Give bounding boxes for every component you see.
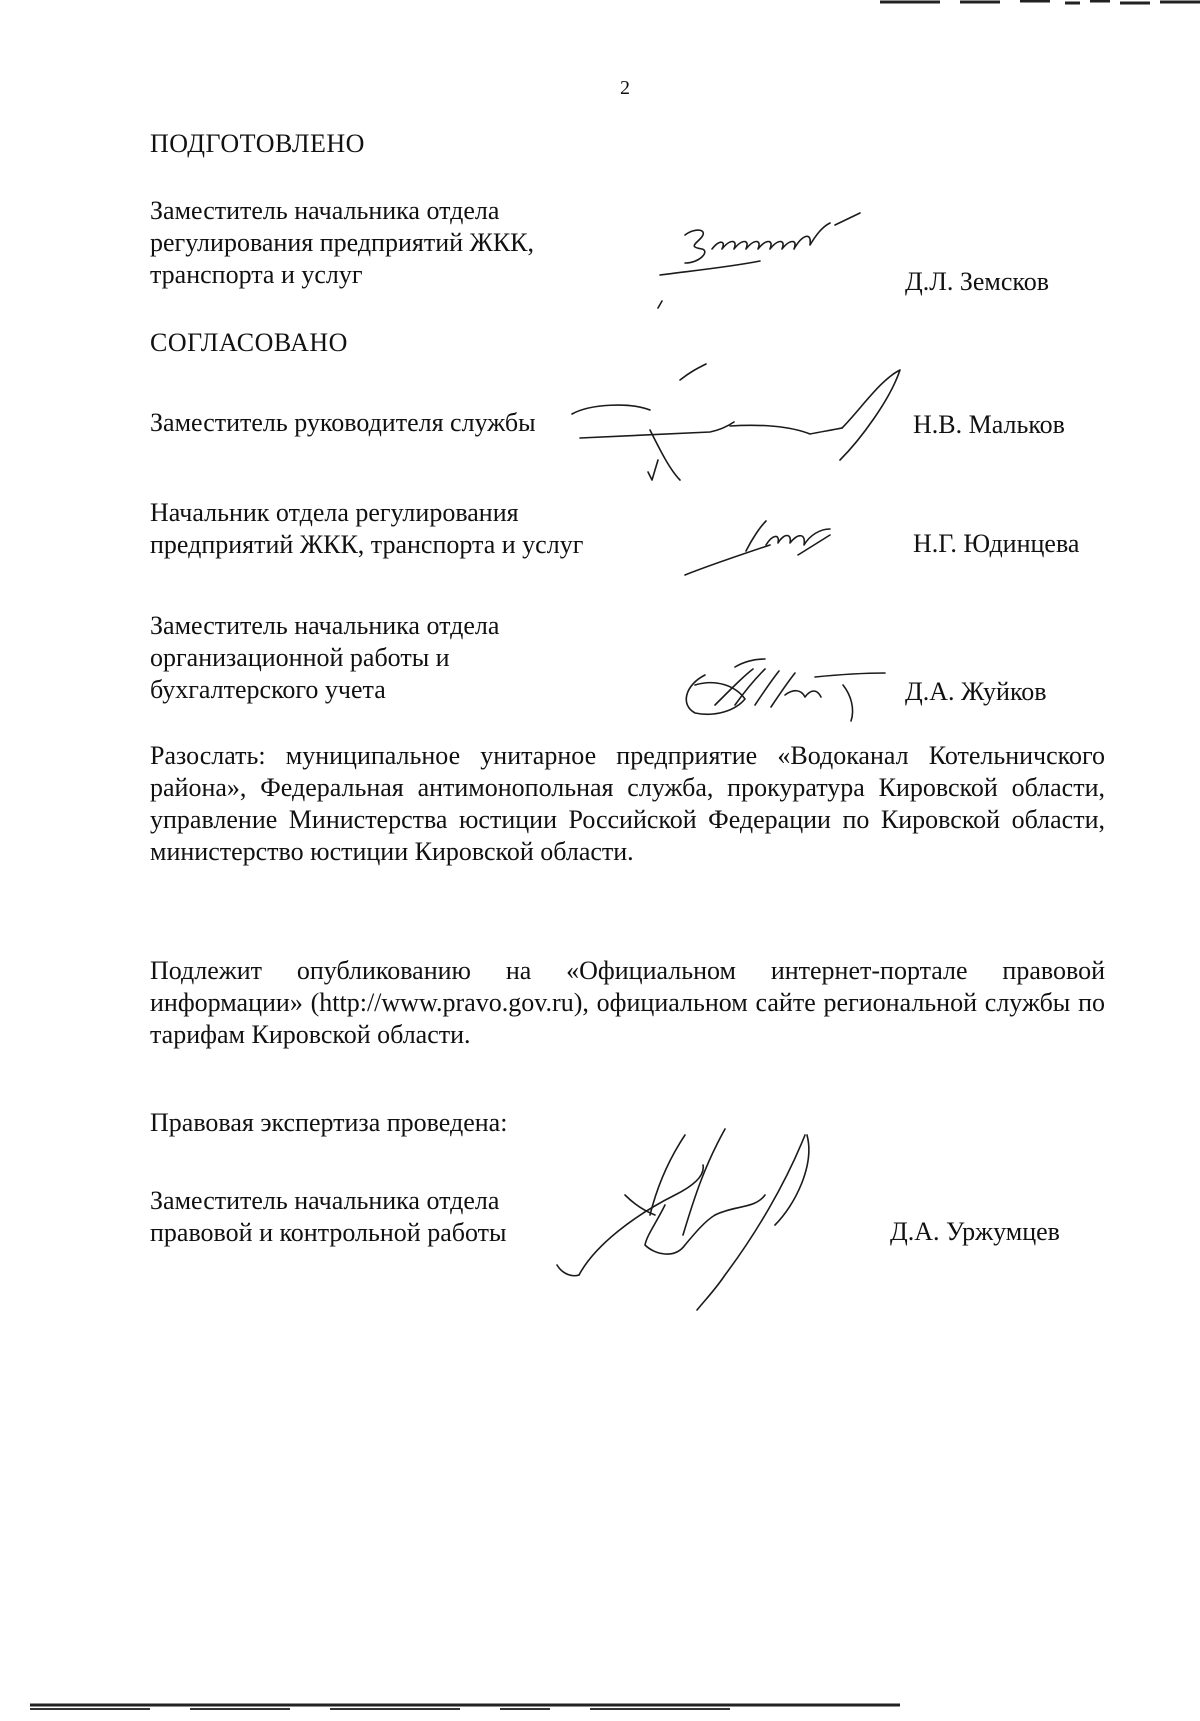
prepared-position <box>150 195 534 291</box>
prepared-position-line: транспорта и услуг <box>150 260 363 289</box>
publication-text: Подлежит опубликованию на «Официальном интернет-портале правовой информации» (http://www.pravo.gov.ru), официальном сайте региональной службы по тарифам Кировской области. <box>150 956 1105 1049</box>
agreed-heading: СОГЛАСОВАНО <box>150 328 348 357</box>
prepared-position-line: Заместитель начальника отдела <box>150 196 500 225</box>
distribution-text: Разослать: муниципальное унитарное предприятие «Водоканал Котельничского района», Федеральная антимонопольная служба, прокуратура Кировской области, управление Министерства юстиции Российской Федерации по Кировской области, министерство юстиции Кировской области. <box>150 741 1105 866</box>
signature-yudintseva <box>680 515 850 585</box>
agreed-signer-position-line: организационной работы и <box>150 643 450 672</box>
agreed-signer-position-line: Начальник отдела регулирования <box>150 498 519 527</box>
signature-zhuikov <box>675 655 895 735</box>
agreed-signer-name: Д.А. Жуйков <box>905 677 1047 706</box>
prepared-position-line: регулирования предприятий ЖКК, <box>150 228 535 257</box>
agreed-signer-position <box>150 497 583 561</box>
legal-review-position-line: Заместитель начальника отдела <box>150 1186 500 1215</box>
bottom-scan-rule <box>30 1702 900 1712</box>
legal-review-position <box>150 1185 506 1249</box>
page-number: 2 <box>620 77 630 99</box>
legal-review-name: Д.А. Уржумцев <box>890 1217 1060 1246</box>
agreed-signer-position-line: Заместитель руководителя службы <box>150 408 536 437</box>
prepared-heading: ПОДГОТОВЛЕНО <box>150 129 365 158</box>
agreed-signer-position <box>150 610 499 706</box>
agreed-signer-position <box>150 407 536 439</box>
agreed-signer-position-line: предприятий ЖКК, транспорта и услуг <box>150 530 584 559</box>
legal-review-position-line: правовой и контрольной работы <box>150 1218 507 1247</box>
agreed-signer-name: Н.Г. Юдинцева <box>913 529 1080 558</box>
agreed-signer-position-line: бухгалтерского учета <box>150 675 386 704</box>
legal-review-label: Правовая экспертиза проведена: <box>150 1108 508 1137</box>
signature-urzhumtsev <box>555 1125 895 1315</box>
signature-malkov <box>570 360 910 490</box>
signature-zemskov <box>650 205 920 315</box>
prepared-name: Д.Л. Земсков <box>905 267 1050 296</box>
agreed-signer-name: Н.В. Мальков <box>913 410 1065 439</box>
agreed-signer-position-line: Заместитель начальника отдела <box>150 611 500 640</box>
top-scan-marks <box>880 0 1200 10</box>
